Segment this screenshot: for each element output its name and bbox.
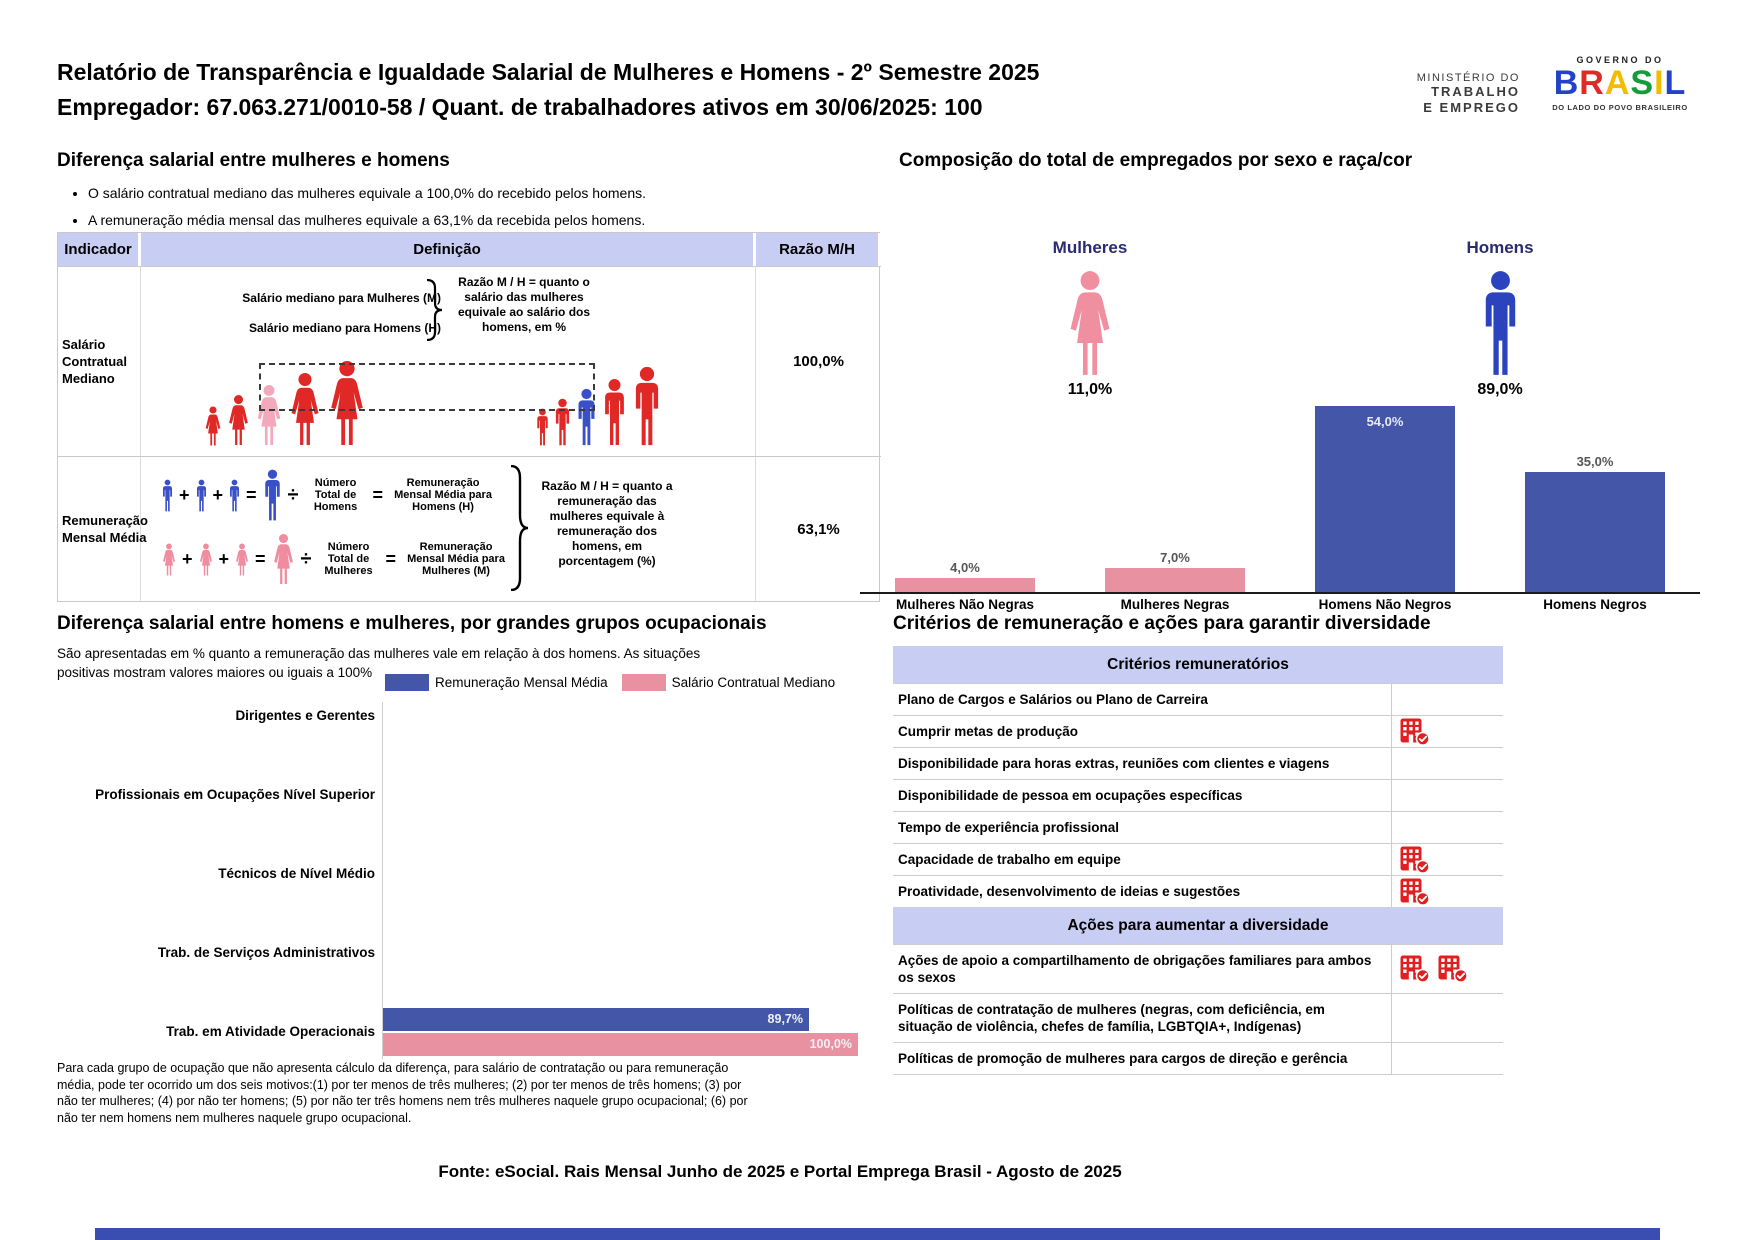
criteria-row bbox=[893, 779, 1503, 811]
bar-slot bbox=[1280, 406, 1490, 592]
ministry-logo: MINISTÉRIO DO TRABALHO E EMPREGO bbox=[1416, 72, 1520, 115]
criteria-flags bbox=[1391, 780, 1503, 811]
brace-icon bbox=[425, 279, 443, 341]
bottom-accent-bar bbox=[95, 1228, 1660, 1240]
man-pictogram-icon bbox=[1479, 270, 1522, 376]
women-divisor-label: Número Total de Mulheres bbox=[324, 541, 373, 577]
criteria-label: Políticas de promoção de mulheres para cargos de direção e gerência bbox=[898, 1051, 1348, 1066]
comparison-dashed-box bbox=[259, 363, 595, 411]
brasil-wordmark bbox=[1540, 65, 1700, 101]
criteria-row bbox=[893, 843, 1503, 875]
woman-icon bbox=[271, 533, 296, 585]
brasil-letter: R bbox=[1579, 64, 1605, 102]
bullet-item: • A remuneração média mensal das mulheres equivale a 63,1% da recebida pelos homens. bbox=[88, 207, 646, 234]
criteria-label: Proatividade, desenvolvimento de ideias e sugestões bbox=[898, 884, 1241, 899]
col-header-indicador: Indicador bbox=[58, 233, 141, 266]
governo-brasil-logo: GOVERNO DO BRASIL DO LADO DO POVO BRASILEIRO bbox=[1540, 55, 1700, 112]
category-label: Mulheres Negras bbox=[1120, 597, 1230, 612]
legend-label: Salário Contratual Mediano bbox=[671, 675, 836, 690]
report-title-line1: Relatório de Transparência e Igualdade Salarial de Mulheres e Homens - 2º Semestre 2025 bbox=[57, 59, 1040, 85]
criteria-flags bbox=[1391, 876, 1503, 907]
legend-label: Remuneração Mensal Média bbox=[435, 675, 608, 690]
criteria-label: Cumprir metas de produção bbox=[898, 724, 1079, 739]
occupations-title: Diferença salarial entre homens e mulheres, por grandes grupos ocupacionais bbox=[57, 613, 767, 634]
bar bbox=[1315, 406, 1455, 592]
bar-value-label: 4,0% bbox=[950, 560, 980, 575]
company-check-icon bbox=[1400, 878, 1430, 906]
company-check-icon bbox=[1400, 846, 1430, 874]
criteria-row bbox=[893, 683, 1503, 715]
bar bbox=[895, 578, 1035, 592]
ratio-note-1: Razão M / H = quanto o salário das mulheres equivale ao salário dos homens, em % bbox=[457, 275, 591, 334]
man-icon bbox=[262, 469, 283, 521]
criteria-row bbox=[893, 875, 1503, 907]
man-icon bbox=[601, 378, 628, 446]
occupation-row bbox=[57, 834, 858, 913]
occupation-label: Dirigentes e Gerentes bbox=[235, 708, 375, 723]
axis-line bbox=[382, 702, 383, 1059]
ratio-note-2: Razão M / H = quanto a remuneração das mulheres equivale à remuneração dos homens, em porcentagem (%) bbox=[541, 479, 673, 568]
men-label: Homens bbox=[1466, 238, 1534, 257]
category-label: Homens Negros bbox=[1543, 597, 1647, 612]
criteria-row bbox=[893, 747, 1503, 779]
men-composition-block bbox=[1420, 238, 1580, 399]
report-title bbox=[57, 55, 1039, 125]
women-composition-block bbox=[1010, 238, 1170, 399]
criteria-flags bbox=[1391, 945, 1503, 993]
criteria-section-header: Critérios remuneratórios bbox=[893, 646, 1503, 683]
composition-chart-bars bbox=[860, 400, 1700, 594]
category-label: Mulheres Não Negras bbox=[895, 597, 1035, 612]
bar-value-label: 7,0% bbox=[1160, 550, 1190, 565]
man-icon bbox=[195, 479, 208, 512]
women-formula: + + = ÷ Número Total de Mulheres = Remuneração Mensal Média para Mulheres (M) bbox=[161, 533, 511, 585]
category-label: Homens Não Negros bbox=[1318, 597, 1452, 612]
indicator-salario-contratual: Salário Contratual Mediano bbox=[58, 266, 141, 456]
bar-slot bbox=[1070, 550, 1280, 592]
man-icon bbox=[535, 408, 550, 446]
criteria-flags bbox=[1391, 844, 1503, 875]
brasil-letter: A bbox=[1604, 64, 1631, 102]
men-divisor-label: Número Total de Homens bbox=[313, 477, 358, 513]
criteria-row bbox=[893, 944, 1503, 993]
women-percentage: 11,0% bbox=[1067, 381, 1113, 398]
bar-value-label: 54,0% bbox=[1366, 414, 1404, 429]
occupation-bar: 89,7% bbox=[382, 1008, 809, 1031]
man-icon bbox=[161, 479, 174, 512]
occupations-footnote: Para cada grupo de ocupação que não apresenta cálculo da diferença, para salário de contratação ou para remuneração média, pode ter ocorrido um dos seis motivos:(1) por ter menos de três mulheres; (2) por ter menos de três homens; (3) por não ter mulheres; (4) por não ter homens; (5) por não ter três homens nem três mulheres naquele grupo ocupacional; (6) por não ter nem homens nem mulheres naquele grupo ocupacional. bbox=[57, 1061, 748, 1125]
criteria-flags bbox=[1391, 684, 1503, 715]
criteria-row bbox=[893, 715, 1503, 747]
brasil-letter: B bbox=[1553, 64, 1580, 102]
criteria-row bbox=[893, 811, 1503, 843]
bullet-item: • O salário contratual mediano das mulheres equivale a 100,0% do recebido pelos homens. bbox=[88, 180, 646, 207]
occupation-label: Trab. de Serviços Administrativos bbox=[157, 945, 375, 960]
company-check-icon bbox=[1400, 718, 1430, 746]
bar bbox=[1525, 472, 1665, 592]
occupation-row bbox=[57, 676, 858, 755]
criteria-flags bbox=[1391, 716, 1503, 747]
brasil-letter: S bbox=[1630, 64, 1655, 102]
bar bbox=[1105, 568, 1245, 592]
salary-gap-bullets bbox=[88, 180, 646, 234]
criteria-row bbox=[893, 1042, 1503, 1074]
men-percentage: 89,0% bbox=[1477, 381, 1523, 398]
occupations-subtitle: São apresentadas em % quanto a remuneração das mulheres vale em relação à dos homens. As situações positivas mostram valores maiores ou iguais a 100% bbox=[57, 646, 701, 680]
criteria-label: Ações de apoio a compartilhamento de obrigações familiares para ambos os sexos bbox=[898, 953, 1372, 985]
bar-slot bbox=[1490, 454, 1700, 592]
men-formula: + + = ÷ Número Total de Homens = Remuneração Mensal Média para Homens (H) bbox=[161, 469, 498, 521]
occupation-bars bbox=[382, 1008, 858, 1056]
criteria-title: Critérios de remuneração e ações para garantir diversidade bbox=[893, 613, 1431, 634]
bar-slot bbox=[860, 560, 1070, 592]
criteria-label: Disponibilidade de pessoa em ocupações específicas bbox=[898, 788, 1243, 803]
woman-pictogram-icon bbox=[1064, 270, 1116, 376]
women-label: Mulheres bbox=[1052, 238, 1128, 257]
ratio-salario-contratual: 100,0% bbox=[756, 266, 881, 456]
criteria-flags bbox=[1391, 812, 1503, 843]
col-header-razao: Razão M/H bbox=[756, 233, 881, 266]
occupation-label: Trab. em Atividade Operacionais bbox=[166, 1024, 375, 1039]
criteria-row bbox=[893, 993, 1503, 1042]
woman-icon bbox=[234, 543, 250, 576]
woman-icon bbox=[226, 394, 251, 446]
woman-icon bbox=[161, 543, 177, 576]
col-header-definicao: Definição bbox=[141, 233, 756, 266]
definition-salario-contratual bbox=[141, 266, 756, 456]
occupation-row bbox=[57, 755, 858, 834]
composition-title: Composição do total de empregados por sexo e raça/cor bbox=[899, 150, 1413, 171]
criteria-label: Tempo de experiência profissional bbox=[898, 820, 1120, 835]
source-note: Fonte: eSocial. Rais Mensal Junho de 2025 e Portal Emprega Brasil - Agosto de 2025 bbox=[438, 1162, 1122, 1181]
criteria-flags bbox=[1391, 1043, 1503, 1074]
company-check-icon bbox=[1438, 955, 1468, 983]
indicator-remuneracao-media: Remuneração Mensal Média bbox=[58, 456, 141, 601]
criteria-section-header: Ações para aumentar a diversidade bbox=[893, 907, 1503, 944]
median-women-line: Salário mediano para Mulheres (M) bbox=[242, 291, 441, 305]
company-check-icon bbox=[1400, 955, 1430, 983]
median-men-line: Salário mediano para Homens (H) bbox=[248, 321, 441, 335]
man-icon bbox=[631, 366, 663, 446]
brasil-letter: I bbox=[1654, 64, 1665, 102]
occupation-label: Técnicos de Nível Médio bbox=[218, 866, 375, 881]
woman-icon bbox=[198, 543, 214, 576]
women-result-label: Remuneração Mensal Média para Mulheres (M) bbox=[407, 541, 505, 577]
composition-chart-categories bbox=[860, 597, 1700, 612]
criteria-flags bbox=[1391, 994, 1503, 1042]
bar-value-label: 35,0% bbox=[1576, 454, 1614, 469]
report-title-line2: Empregador: 67.063.271/0010-58 / Quant. de trabalhadores ativos em 30/06/2025: 100 bbox=[57, 94, 983, 120]
criteria-flags bbox=[1391, 748, 1503, 779]
criteria-label: Disponibilidade para horas extras, reuniões com clientes e viagens bbox=[898, 756, 1330, 771]
man-icon bbox=[228, 479, 241, 512]
salary-gap-table bbox=[57, 232, 880, 602]
woman-icon bbox=[203, 406, 223, 446]
occupation-label: Profissionais em Ocupações Nível Superior bbox=[95, 787, 375, 802]
criteria-label: Políticas de contratação de mulheres (negras, com deficiência, em situação de violência, chefes de família, LGBTQIA+, Indígenas) bbox=[898, 1002, 1325, 1034]
brasil-letter: L bbox=[1664, 64, 1687, 102]
men-result-label: Remuneração Mensal Média para Homens (H) bbox=[394, 477, 492, 513]
ratio-remuneracao-media: 63,1% bbox=[756, 456, 881, 601]
criteria-label: Plano de Cargos e Salários ou Plano de Carreira bbox=[898, 692, 1208, 707]
definition-remuneracao-media bbox=[141, 456, 756, 601]
occupation-bar: 100,0% bbox=[382, 1033, 858, 1056]
occupation-row bbox=[57, 913, 858, 992]
occupations-chart bbox=[57, 676, 858, 1071]
criteria-label: Capacidade de trabalho em equipe bbox=[898, 852, 1121, 867]
criteria-table bbox=[893, 646, 1503, 1075]
brace-icon bbox=[509, 465, 529, 591]
salary-gap-title: Diferença salarial entre mulheres e homens bbox=[57, 150, 450, 171]
